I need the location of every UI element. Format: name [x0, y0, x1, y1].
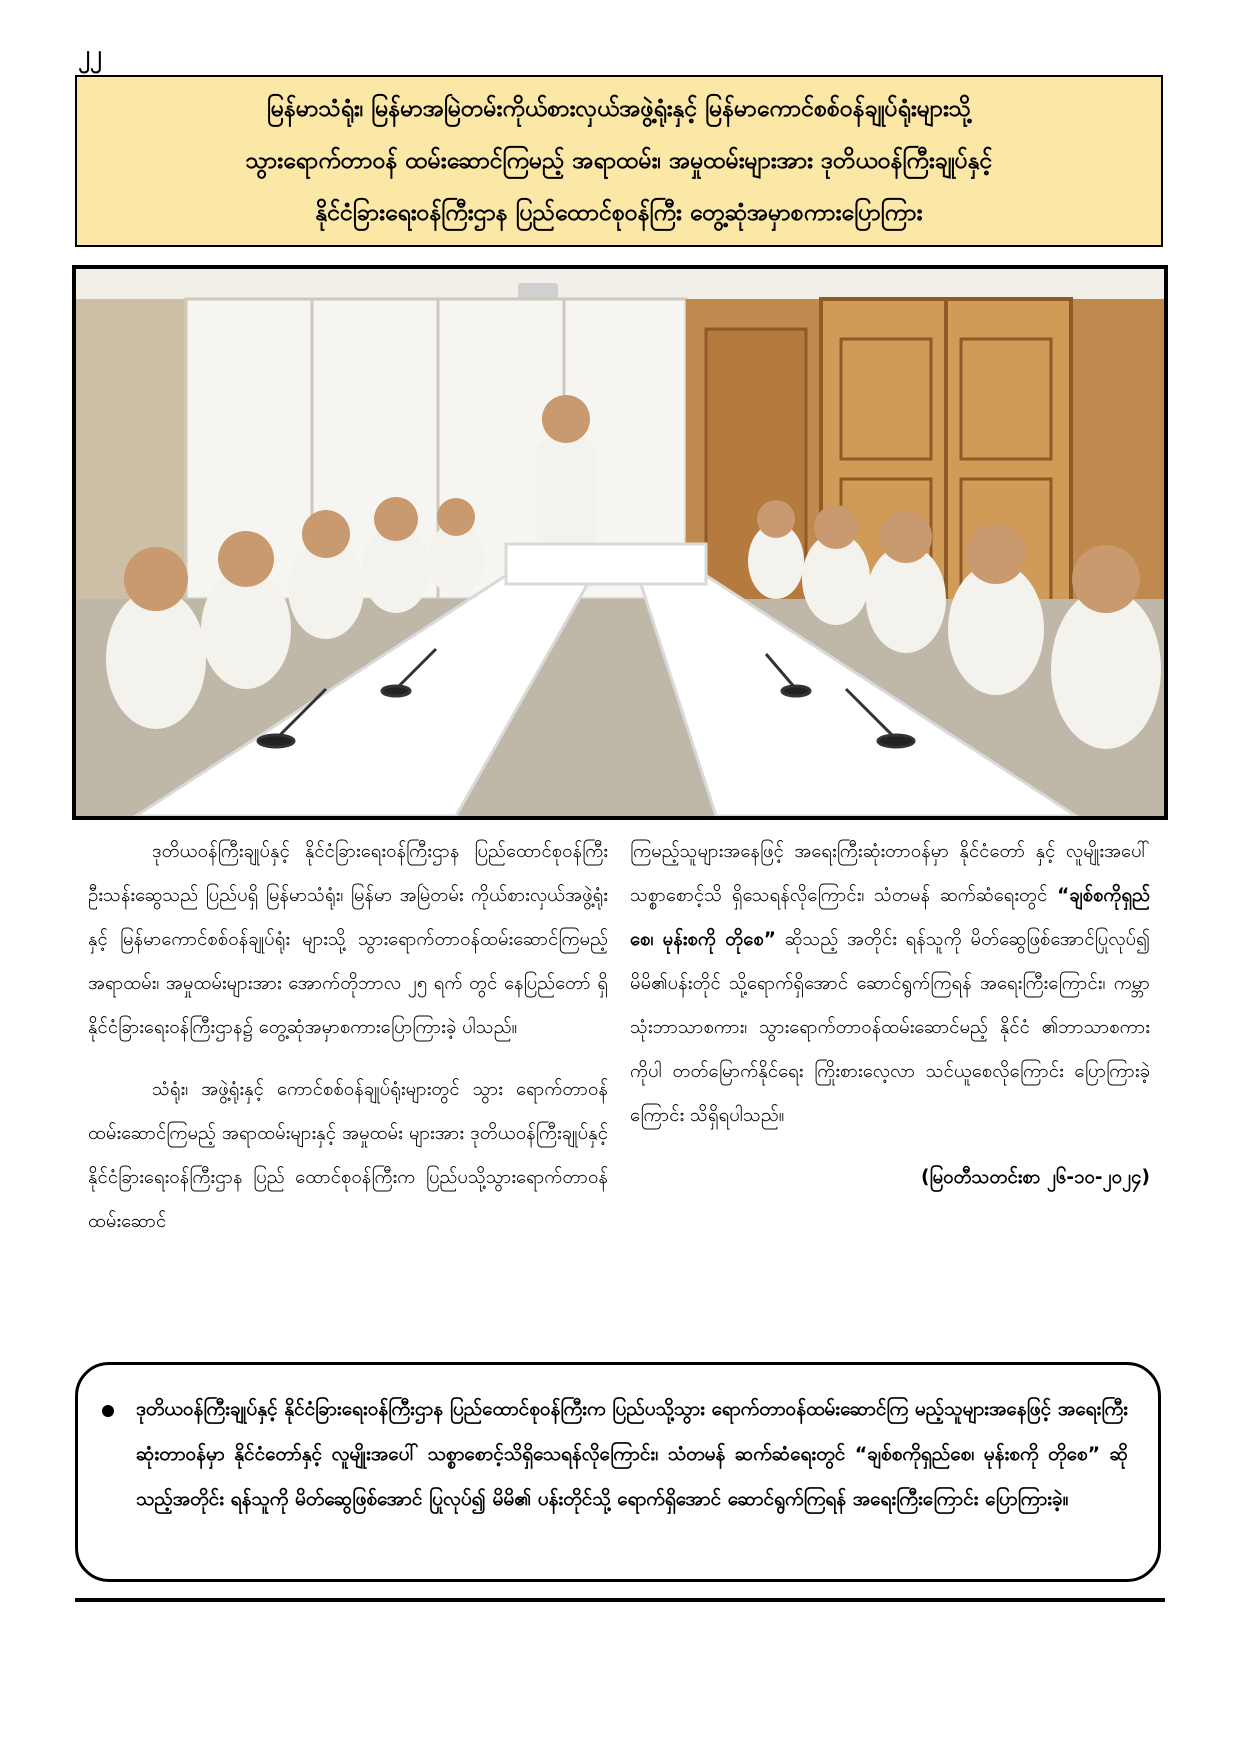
- speaker-person: [536, 439, 596, 549]
- bullet-icon: [102, 1405, 114, 1417]
- article-column-left: [88, 830, 608, 1262]
- page-number: ၂၂: [78, 40, 102, 68]
- headline-line-1: မြန်မာသံရုံး၊ မြန်မာအမြဲတမ်းကိုယ်စားလှယ်အဖွဲ့ရုံးနှင့် မြန်မာကောင်စစ်ဝန်ချုပ်ရုံးများသို့: [266, 96, 972, 122]
- article-paragraph-1: ဒုတိယဝန်ကြီးချုပ်နှင့် နိုင်ငံခြားရေးဝန်ကြီးဌာန ပြည်ထောင်စုဝန်ကြီး ဦးသန်းဆွေသည် ပြည်ပရှိ မြန်မာသံရုံး၊ မြန်မာ အမြဲတမ်း ကိုယ်စားလှယ်အဖွဲ့ရုံးနှင့် မြန်မာကောင်စစ်ဝန်ချုပ်ရုံး များသို့ သွားရောက်တာဝန်ထမ်းဆောင်ကြမည့် အရာထမ်း၊ အမှုထမ်းများအား အောက်တိုဘာလ ၂၅ ရက် တွင် နေပြည်တော် ရှိ နိုင်ငံခြားရေးဝန်ကြီးဌာန၌ တွေ့ဆုံအမှာစကားပြောကြားခဲ့ ပါသည်။: [88, 841, 608, 1038]
- quote-text: “ချစ်စကိုရှည်စေ၊ မုန်းစကို တိုစေ”: [630, 885, 1150, 950]
- news-source: (မြဝတီသတင်းစာ ၂၆-၁၀-၂၀၂၄): [921, 1167, 1150, 1188]
- speaker-head: [542, 395, 590, 443]
- meeting-photo-illustration: [76, 269, 1164, 816]
- headline-line-2: သွားရောက်တာဝန် ထမ်းဆောင်ကြမည့် အရာထမ်း၊ အမှုထမ်းများအား ဒုတိယဝန်ကြီးချုပ်နှင့်: [245, 148, 993, 174]
- article-paragraph-2: သံရုံး၊ အဖွဲ့ရုံးနှင့် ကောင်စစ်ဝန်ချုပ်ရုံးများတွင် သွား ရောက်တာဝန်ထမ်းဆောင်ကြမည့် အရာထမ်းများနှင့် အမှုထမ်း များအား ဒုတိယဝန်ကြီးချုပ်နှင့် နိုင်ငံခြားရေးဝန်ကြီးဌာန ပြည် ထောင်စုဝန်ကြီးက ပြည်ပသို့သွားရောက်တာဝန်ထမ်းဆောင်: [88, 1079, 608, 1232]
- summary-text: ဒုတိယဝန်ကြီးချုပ်နှင့် နိုင်ငံခြားရေးဝန်ကြီးဌာန ပြည်ထောင်စုဝန်ကြီးက ပြည်ပသို့သွား ရောက်တာဝန်ထမ်းဆောင်ကြ မည့်သူများအနေဖြင့် အရေးကြီးဆုံးတာဝန်မှာ နိုင်ငံတော်နှင့် လူမျိုးအပေါ် သစ္စာစောင့်သိရှိသေရန်လိုကြောင်း၊ သံတမန် ဆက်ဆံရေးတွင် “ချစ်စကိုရှည်စေ၊ မုန်းစကို တိုစေ” ဆိုသည့်အတိုင်း ရန်သူကို မိတ်ဆွေဖြစ်အောင် ပြုလုပ်၍ မိမိ၏ ပန်းတိုင်သို့ ရောက်ရှိအောင် ဆောင်ရွက်ကြရန် အရေးကြီးကြောင်း ပြောကြားခဲ့။: [136, 1398, 1128, 1510]
- meeting-photo: [72, 265, 1168, 820]
- headline-line-3: နိုင်ငံခြားရေးဝန်ကြီးဌာန ပြည်ထောင်စုဝန်ကြီး တွေ့ဆုံအမှာစကားပြောကြား: [315, 200, 923, 226]
- bottom-rule: [75, 1598, 1165, 1602]
- article-column-right: [630, 830, 1150, 1200]
- article-paragraph-3-part1: ကြမည့်သူများအနေဖြင့် အရေးကြီးဆုံးတာဝန်မှာ နိုင်ငံတော် နှင့် လူမျိုးအပေါ် သစ္စာစောင့်သိ ရှိသေရန်လိုကြောင်း၊ သံတမန် ဆက်ဆံရေးတွင်: [630, 841, 1150, 906]
- article-paragraph-3-part2: ဆိုသည့် အတိုင်း ရန်သူကို မိတ်ဆွေဖြစ်အောင်ပြုလုပ်၍ မိမိ၏ပန်းတိုင် သို့ရောက်ရှိအောင် ဆောင်ရွက်ကြရန် အရေးကြီးကြောင်း၊ ကမ္ဘာ သုံးဘာသာစကား၊ သွားရောက်တာဝန်ထမ်းဆောင်မည့် နိုင်ငံ ၏ဘာသာစကားကိုပါ တတ်မြောက်နိုင်ရေး ကြိုးစားလေ့လာ သင်ယူစေလိုကြောင်း ပြောကြားခဲ့ကြောင်း သိရှိရပါသည်။: [630, 929, 1150, 1126]
- ceiling: [76, 269, 1164, 299]
- summary-box: [75, 1362, 1161, 1582]
- head-table: [506, 544, 706, 584]
- article-paragraph-3: [630, 830, 1150, 1138]
- headline-box: [75, 75, 1163, 247]
